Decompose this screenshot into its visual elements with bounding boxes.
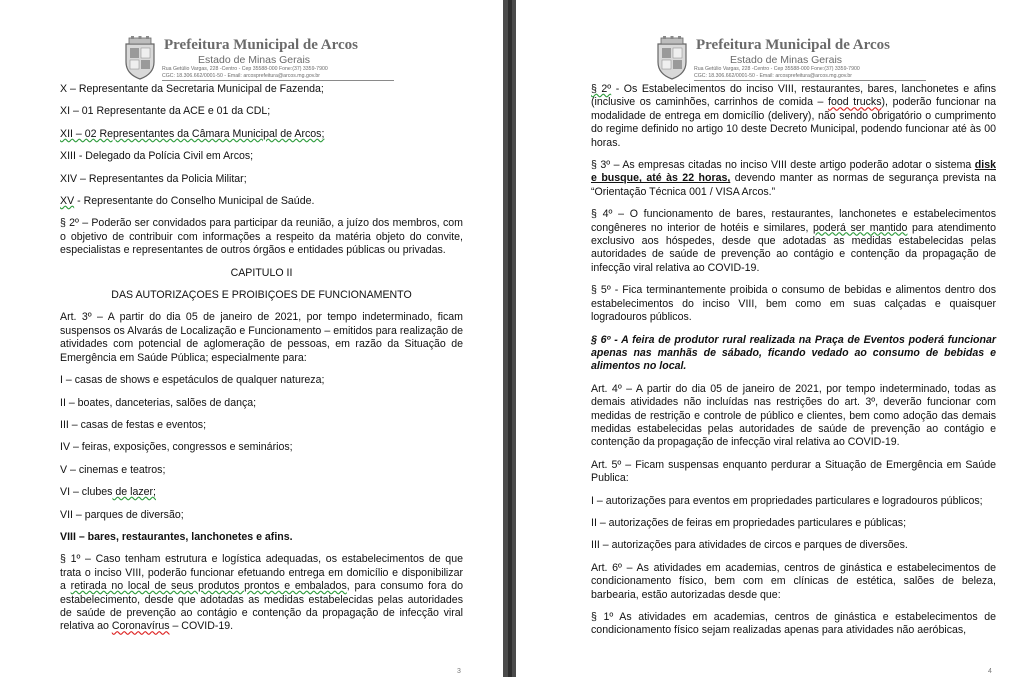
list-item xyxy=(60,195,463,208)
address-line: Rua Getúlio Vargas, 228 -Centro - Cep 35588-000 Fone:(37) 3359-7900 xyxy=(694,66,860,72)
list-item: VII – parques de diversão; xyxy=(60,508,184,521)
text-run: poderá ser mantido xyxy=(812,221,908,234)
list-item: XI – 01 Representante da ACE e 01 da CDL; xyxy=(60,105,271,118)
letterhead-title: Prefeitura Municipal de Arcos xyxy=(164,37,359,53)
text-run: devendo manter as normas de segurança prevista na “Orientação Técnica 001 / VISA Arcos.” xyxy=(591,172,996,198)
paragraph: Art. 5º – Ficam suspensas enquanto perdurar a Situação de Emergência em Saúde Publica: xyxy=(591,458,996,485)
list-item xyxy=(60,128,463,141)
contact-line: CGC: 18.306.662/0001-50 - Email: arcosprefeitura@arcos.mg.gov.br xyxy=(694,73,852,79)
list-item: X – Representante da Secretaria Municipal de Fazenda; xyxy=(60,83,324,95)
chapter-title: CAPITULO II xyxy=(230,266,293,279)
page-number: 4 xyxy=(988,668,992,675)
text-run: XV xyxy=(60,195,75,208)
list-item: II – boates, danceterias, salões de dança; xyxy=(60,396,257,409)
letterhead xyxy=(654,36,914,82)
letterhead-subtitle: Estado de Minas Gerais xyxy=(198,54,311,66)
list-item: III – casas de festas e eventos; xyxy=(60,418,207,431)
paragraph xyxy=(591,208,996,275)
municipal-crest-icon xyxy=(122,36,158,80)
letterhead-rule xyxy=(162,80,394,81)
document-page-3 xyxy=(0,0,503,677)
paragraph: § 2º – Poderão ser convidados para participar da reunião, a juízo dos membros, com o objetivo de contribuir com informações a respeito da matéria objeto do convite, especialistas e representantes de outros órgãos e entidades públicas ou privadas. xyxy=(60,217,463,257)
list-item: VIII – bares, restaurantes, lanchonetes e afins. xyxy=(60,530,293,543)
text-run: para atendimento exclusivo aos hóspedes, desde que adotadas as medidas estabelecidas pelas autoridades de saúde de prevenção ao contágio e contenção da propagação de infecção viral relativa ao COVID-19. xyxy=(591,221,997,274)
list-item: I – casas de shows e espetáculos de qualquer natureza; xyxy=(60,374,325,387)
paragraph: § 5º - Fica terminantemente proibida o consumo de bebidas e alimentos dentro dos estabelecimentos do inciso VIII, bem como em suas calçadas e quaisquer logradouros públicos. xyxy=(591,284,996,324)
text-run: Coronavírus xyxy=(111,620,170,633)
list-item: XIII - Delegado da Polícia Civil em Arcos; xyxy=(60,150,254,163)
paragraph xyxy=(60,553,463,633)
text-run: § 4º – O funcionamento de bares, restaurantes, lanchonetes e estabelecimentos congêneres no interior de hotéis e similares, xyxy=(591,208,996,234)
letterhead-address xyxy=(162,66,328,80)
paragraph: Art. 4º – A partir do dia 05 de janeiro de 2021, por tempo indeterminado, todas as demais atividades não incluídas nas restrições do art. 3º, deverão funcionar com medidas de restrição e controle de público e clientes, bem como adoção das demais medidas estabelecidas pelas autoridades de saúde de prevenção ao contágio e contenção da propagação de infecção viral relativa ao COVID-19. xyxy=(591,382,996,449)
letterhead-title: Prefeitura Municipal de Arcos xyxy=(696,37,891,53)
address-line: Rua Getúlio Vargas, 228 -Centro - Cep 35588-000 Fone:(37) 3359-7900 xyxy=(162,66,328,72)
text-run: food trucks xyxy=(828,96,882,109)
text-run: ), poderão funcionar na modalidade de entrega em domicílio (delivery), não sendo obrigatório o cumprimento do regime definido no artigo 10 deste Decreto Municipal, podendo funcionar até às 00 horas. xyxy=(591,96,996,149)
text-run: § 1º – Caso tenham estrutura e logística adequadas, os estabelecimentos de que trata o inciso VIII, poderão funcionar efetuando entrega em domicílio e disponibilizar a xyxy=(60,553,463,593)
text-run: XII – 02 Representantes da Câmara Municipal de Arcos; xyxy=(60,127,325,140)
paragraph: § 1º As atividades em academias, centros de ginástica e estabelecimentos de condicionamento físico sejam realizadas apenas para atividades não aeróbicas, xyxy=(591,611,996,637)
list-item: II – autorizações de feiras em propriedades particulares e públicas; xyxy=(591,516,907,529)
text-run: § 2º xyxy=(591,83,612,95)
chapter-subtitle: DAS AUTORIZAÇOES E PROIBIÇOES DE FUNCIONAMENTO xyxy=(111,289,412,302)
page-gutter-shadow xyxy=(508,0,512,677)
list-item: IV – feiras, exposições, congressos e seminários; xyxy=(60,441,293,454)
letterhead-subtitle: Estado de Minas Gerais xyxy=(730,54,843,66)
text-run: retirada no local de seus produtos prontos e embalados xyxy=(70,580,347,593)
page-body xyxy=(60,83,463,634)
text-run: § 3º – As empresas citadas no inciso VIII deste artigo poderão adotar o sistema xyxy=(591,159,975,172)
letterhead-address xyxy=(694,66,860,80)
page-body xyxy=(591,83,996,638)
text-run: de lazer; xyxy=(112,486,156,499)
contact-line: CGC: 18.306.662/0001-50 - Email: arcosprefeitura@arcos.mg.gov.br xyxy=(162,73,320,79)
letterhead-rule xyxy=(694,80,926,81)
text-run: – COVID-19. xyxy=(169,620,234,633)
paragraph: Art. 6º – As atividades em academias, centros de ginástica e estabelecimentos de condicionamento físico, bem com em clínicas de estética, salões de beleza, barbearia, estão autorizadas desde que: xyxy=(591,561,996,601)
text-run: disk e busque, até às 22 horas, xyxy=(591,159,996,185)
text-run: VI – clubes xyxy=(60,486,113,499)
list-item: XIV – Representantes da Policia Militar; xyxy=(60,172,247,185)
list-item: III – autorizações para atividades de circos e parques de diversões. xyxy=(591,539,908,552)
paragraph: Art. 3º – A partir do dia 05 de janeiro de 2021, por tempo indeterminado, ficam suspensos os Alvarás de Localização e Funcionamento – emitidos para realização de atividades com potencial de aglomeração de pessoas, em razão da Situação de Emergência em Saúde Pública; especialmente para: xyxy=(60,311,463,364)
municipal-crest-icon xyxy=(654,36,690,80)
document-page-4 xyxy=(516,0,1029,677)
list-item: V – cinemas e teatros; xyxy=(60,463,166,476)
page-number: 3 xyxy=(457,668,461,675)
text-run: - Os Estabelecimentos do inciso VIII, restaurantes, bares, lanchonetes e afins (inclusive os caminhões, carrinhos de comida – xyxy=(591,83,996,109)
list-item: I – autorizações para eventos em propriedades particulares e logradouros públicos; xyxy=(591,494,983,507)
list-item xyxy=(60,486,463,499)
paragraph xyxy=(591,159,996,199)
paragraph xyxy=(591,83,996,150)
paragraph: § 6º - A feira de produtor rural realizada na Praça de Eventos poderá funcionar apenas nas manhãs de sábado, ficando vedado ao consumo de bebidas e alimentos no local. xyxy=(591,333,996,373)
text-run: , para consumo fora do estabelecimento, desde que adotadas as medidas estabelecidas pelas autoridades de saúde de prevenção ao contágio e contenção da propagação de infecção viral relativa ao xyxy=(60,580,463,633)
letterhead xyxy=(122,36,382,82)
text-run: - Representante do Conselho Municipal de Saúde. xyxy=(77,195,315,208)
